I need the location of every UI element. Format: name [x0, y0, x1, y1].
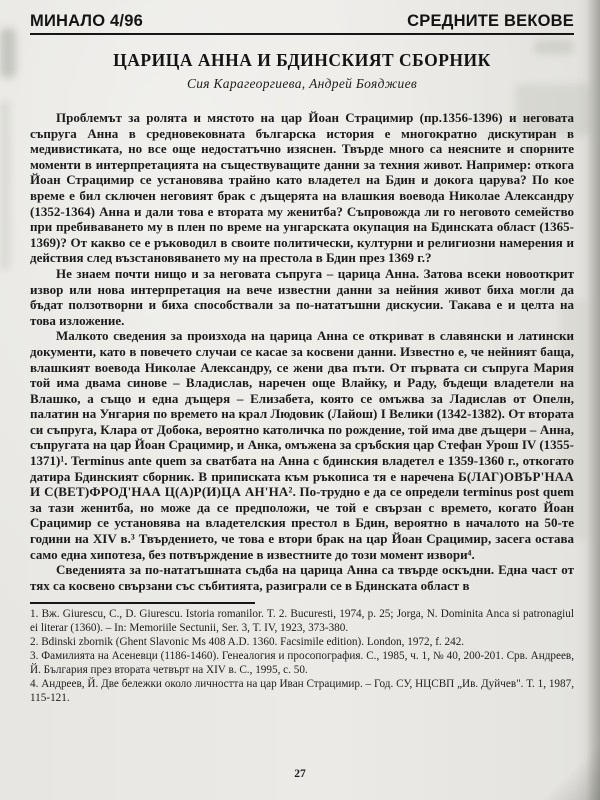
article-authors: Сия Карагеоргиева, Андрей Бояджиев [186, 76, 418, 91]
article-title: ЦАРИЦА АННА И БДИНСКИЯТ СБОРНИК [113, 50, 491, 70]
header-rule [30, 33, 574, 35]
running-header [30, 8, 574, 31]
paragraph [30, 266, 574, 328]
article-body [30, 110, 574, 593]
text-segment: . По-трудно е да се определи terminus post quem за тази женитба, но може да се предположи, че той е свързан с времето, когато Йоан Срацимир се установява на владетелския престол в Бдин, вероятно в началото на 50-те години на XIV в.³ Твърдението, че това е втори брак на цар Йоан Срацимир, засега остава само една хипотеза, без потвърждение в известните до този момент извори⁴. [30, 484, 574, 562]
paragraph [30, 562, 574, 593]
section-name: СРЕДНИТЕ ВЕКОВЕ [407, 12, 574, 30]
text-segment: Сведенията за по-нататъшната съдба на царица Анна са твърде оскъдни. Една част от тях са косвено свързани със събитията, разиграли се в Бдинската област в [30, 562, 574, 593]
footnote: 3. Фамилията на Асеневци (1186-1460). Генеалогия и просопография. С., 1985, ч. 1, № 40, 200-201. Срв. Андреев, Й. България през втората четвърт на XIV в. С., 1995, с. 50. [30, 650, 574, 677]
scan-corner-shadow [540, 730, 600, 800]
footnote: 1. Вж. Giurescu, C., D. Giurescu. Istoria romanilor. T. 2. Bucuresti, 1974, p. 25; Jorga, N. Dominita Anca si patronagiul ei literar (1360). – In: Memoriile Sectunii, Ser. 3, T. IV, 1923, 373-380. [30, 608, 574, 635]
page-number: 27 [294, 768, 306, 780]
text-segment: Малкото сведения за произхода на царица Анна се откриват в славянски и латински документи, като в повечето случаи се касае за косвени данни. Известно е, че нейният баща, влашкият воевода Николае Александру, се жени два пъти. От първата си съпруга Мария той има двама синове – Владислав, наречен още Влайку, и Раду, бъдещи владетели на Влашко, а също и една дъщеря – Елизабета, която се омъжва за Ладислав от Опелн, палатин на Унгария по времето на крал Людовик (Лайош) I Велики (1342-1382). От втората си съпруга, Клара от Добока, вероятно католичка по рождение, той има две дъщери – Анна, съпругата на цар Йоан Срацимир, и Анка, омъжена за сръбския цар Стефан Урош IV (1355-1371)¹. Terminus ante quem за сватбата на Анна с бдинския владетел е 1359-1360 г., откогато датира Бдинският сборник. В приписката към ръкописа тя е наречена [30, 328, 574, 484]
text-segment: Не знаем почти нищо и за неговата съпруга – царица Анна. Затова всеки новооткрит извор или нова интерпретация на вече известни данни за нейния живот биха могли да бъдат ползотворни и биха способствали за по-нататъшни дискусии. Такава е и целта на това изложение. [30, 265, 574, 328]
paragraph [30, 328, 574, 562]
text-segment: Проблемът за ролята и мястото на цар Йоан Страцимир (пр.1356-1396) и неговата съпруга Анна в средновековната българска история е многократно дискутиран в медивистиката, но все още недостатъчно изяснен. Твърде много са неясните и спорните моменти в интерпретацията на съществуващите данни за техния живот. Например: откога Йоан Страцимир се установява трайно като владетел на Бдин и докога царува? По кое време е бил сключен неговият брак с дъщерята на влашкия воевода Николае Александру (1352-1364) Анна и дали това е втората му женитба? Съпровожда ли го неговото семейство при пребиваването му в плен по време на унгарската окупация на Бдинската област (1365-1369)? От какво се е ръководил в своите политически, културни и религиозни намерения и действия след възстановяването му на престола в Бдин през 1369 г.? [30, 110, 574, 266]
footnote: 2. Bdinski zbornik (Ghent Slavonic Ms 408 A.D. 1360. Facsimile edition). London, 1972, f. 242. [30, 636, 465, 649]
journal-name: МИНАЛО 4/96 [30, 12, 143, 30]
footnotes [30, 608, 574, 705]
paragraph [30, 110, 574, 266]
slavonic-inscription: Б(ЛАГ)ОВЪР'НАА И С(ВЕТ)ФРОД'НАА Ц(А)Р(И)ЦА АН'НА² [30, 468, 574, 500]
footnote: 4. Андреев, Й. Две бележки около личността на цар Иван Страцимир. – Год. СУ, НЦСВП „Ив. Дуйчев". Т. 1, 1987, 115-121. [30, 677, 574, 704]
footnote-rule [30, 602, 255, 604]
